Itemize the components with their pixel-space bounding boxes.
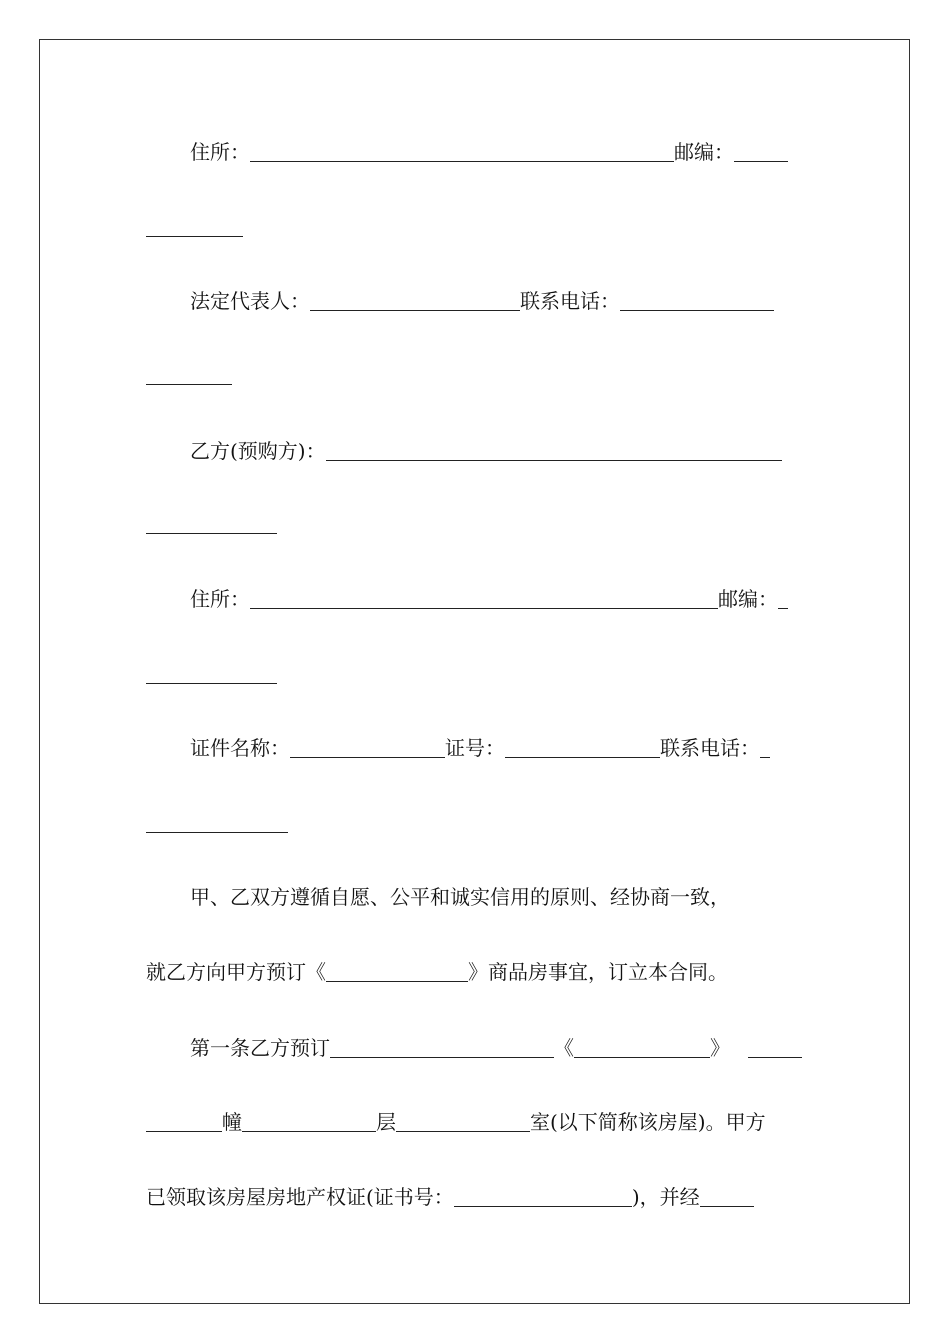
article-text: 》 — [710, 1036, 730, 1060]
project-field[interactable] — [330, 1037, 554, 1058]
legal-rep-field[interactable] — [310, 290, 520, 311]
phone-field-continued[interactable] — [146, 832, 288, 833]
article-text: 幢 — [222, 1110, 242, 1134]
building-field-continued[interactable] — [146, 1111, 222, 1132]
building-field[interactable] — [748, 1037, 802, 1058]
article-text: 已领取该房屋房地产权证(证书号： — [146, 1185, 454, 1209]
postcode-field[interactable] — [778, 588, 788, 609]
phone-field[interactable] — [760, 737, 770, 758]
address-field[interactable] — [250, 141, 674, 162]
party-b-line — [190, 436, 802, 466]
article-1-line1 — [190, 1033, 802, 1063]
article-text: 室(以下简称该房屋)。甲方 — [530, 1110, 766, 1134]
address-line — [190, 137, 802, 167]
phone-label: 联系电话： — [660, 736, 760, 760]
certificate-number-field[interactable] — [454, 1186, 632, 1207]
paragraph-intro-line2 — [146, 957, 802, 987]
postcode-label: 邮编： — [674, 140, 734, 164]
party-b-label: 乙方(预购方)： — [190, 439, 326, 463]
property-name-field[interactable] — [326, 961, 468, 982]
phone-field[interactable] — [620, 290, 774, 311]
legal-rep-line — [190, 286, 802, 316]
room-field[interactable] — [396, 1111, 530, 1132]
id-doc-line — [190, 733, 802, 763]
postcode-field[interactable] — [734, 141, 788, 162]
id-doc-field[interactable] — [290, 737, 445, 758]
party-b-field-continued[interactable] — [146, 533, 277, 534]
article-1-line2 — [146, 1107, 802, 1137]
continuation-field[interactable] — [700, 1186, 754, 1207]
article-text: )，并经 — [631, 1185, 700, 1209]
phone-label: 联系电话： — [520, 289, 620, 313]
address-field[interactable] — [250, 588, 718, 609]
postcode-label: 邮编： — [718, 587, 778, 611]
article-1-line3 — [146, 1182, 802, 1212]
postcode-field-continued[interactable] — [146, 683, 277, 684]
id-number-field[interactable] — [505, 737, 660, 758]
paragraph-text: 甲、乙双方遵循自愿、公平和诚实信用的原则、经协商一致， — [190, 885, 730, 909]
id-number-label: 证号： — [445, 736, 505, 760]
property-name-field[interactable] — [574, 1037, 710, 1058]
id-doc-label: 证件名称： — [190, 736, 290, 760]
article-text: 第一条乙方预订 — [190, 1036, 330, 1060]
paragraph-text: 》商品房事宜，订立本合同。 — [468, 960, 728, 984]
legal-rep-label: 法定代表人： — [190, 289, 310, 313]
phone-field-continued[interactable] — [146, 384, 232, 385]
address-label: 住所： — [190, 587, 250, 611]
address-label: 住所： — [190, 140, 250, 164]
article-text: 《 — [554, 1036, 574, 1060]
postcode-field-continued[interactable] — [146, 236, 243, 237]
paragraph-intro-line1 — [190, 882, 802, 912]
floor-field[interactable] — [242, 1111, 376, 1132]
party-b-field[interactable] — [326, 440, 782, 461]
paragraph-text: 就乙方向甲方预订《 — [146, 960, 326, 984]
article-text: 层 — [376, 1110, 396, 1134]
party-b-address-line — [190, 584, 802, 614]
